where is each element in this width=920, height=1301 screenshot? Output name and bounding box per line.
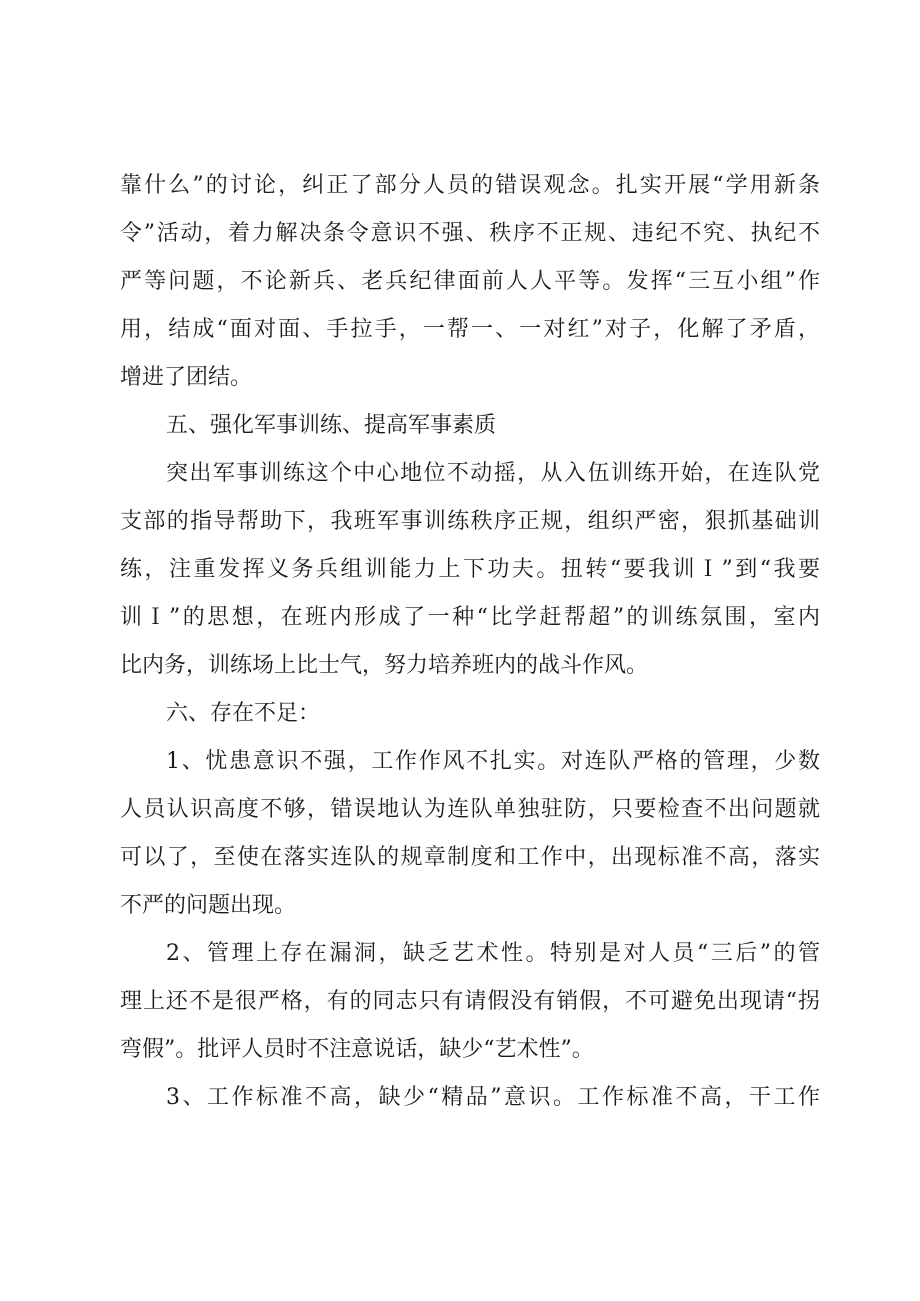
item1-line-1: 1、忧患意识不强，工作作风不扎实。对连队严格的管理，少数 — [166, 749, 820, 774]
item2-line-2: 理上还不是很严格，有的同志只有请假没有销假，不可避免出现请“拐 — [120, 989, 820, 1014]
item2-line-1: 2、管理上存在漏洞，缺乏艺术性。特别是对人员“三后”的管 — [166, 941, 820, 966]
para2-line-4: 训Ｉ”的思想，在班内形成了一种“比学赶帮超”的训练氛围，室内 — [120, 605, 820, 630]
item2-line-3: 弯假”。批评人员时不注意说话，缺少“艺术性”。 — [120, 1037, 594, 1062]
para1-line-1: 靠什么”的讨论，纠正了部分人员的错误观念。扎实开展“学用新条 — [120, 173, 820, 198]
para2-line-2: 支部的指导帮助下，我班军事训练秩序正规，组织严密，狠抓基础训 — [120, 509, 820, 534]
para1-line-5: 增进了团结。 — [120, 365, 253, 390]
para1-line-3: 严等问题，不论新兵、老兵纪律面前人人平等。发挥“三互小组”作 — [120, 269, 820, 294]
item1-line-3: 可以了，至使在落实连队的规章制度和工作中，出现标准不高，落实 — [120, 845, 820, 870]
item1-line-4: 不严的问题出现。 — [120, 893, 297, 918]
para2-line-3: 练，注重发挥义务兵组训能力上下功夫。扭转“要我训Ｉ”到“我要 — [120, 557, 820, 582]
para1-line-2: 令”活动，着力解决条令意识不强、秩序不正规、违纪不究、执纪不 — [120, 221, 820, 246]
para2-line-5: 比内务，训练场上比士气，努力培养班内的战斗作风。 — [120, 653, 649, 678]
item3-line-1: 3、工作标准不高，缺少“精品”意识。工作标准不高，干工作 — [166, 1085, 820, 1110]
section-heading-6: 六、存在不足： — [166, 701, 321, 726]
section-heading-5: 五、强化军事训练、提高军事素质 — [166, 413, 497, 438]
para2-line-1: 突出军事训练这个中心地位不动摇，从入伍训练开始，在连队党 — [166, 461, 820, 486]
item1-line-2: 人员认识高度不够，错误地认为连队单独驻防，只要检查不出问题就 — [120, 797, 820, 822]
para1-line-4: 用，结成“面对面、手拉手，一帮一、一对红”对子，化解了矛盾， — [120, 317, 820, 342]
